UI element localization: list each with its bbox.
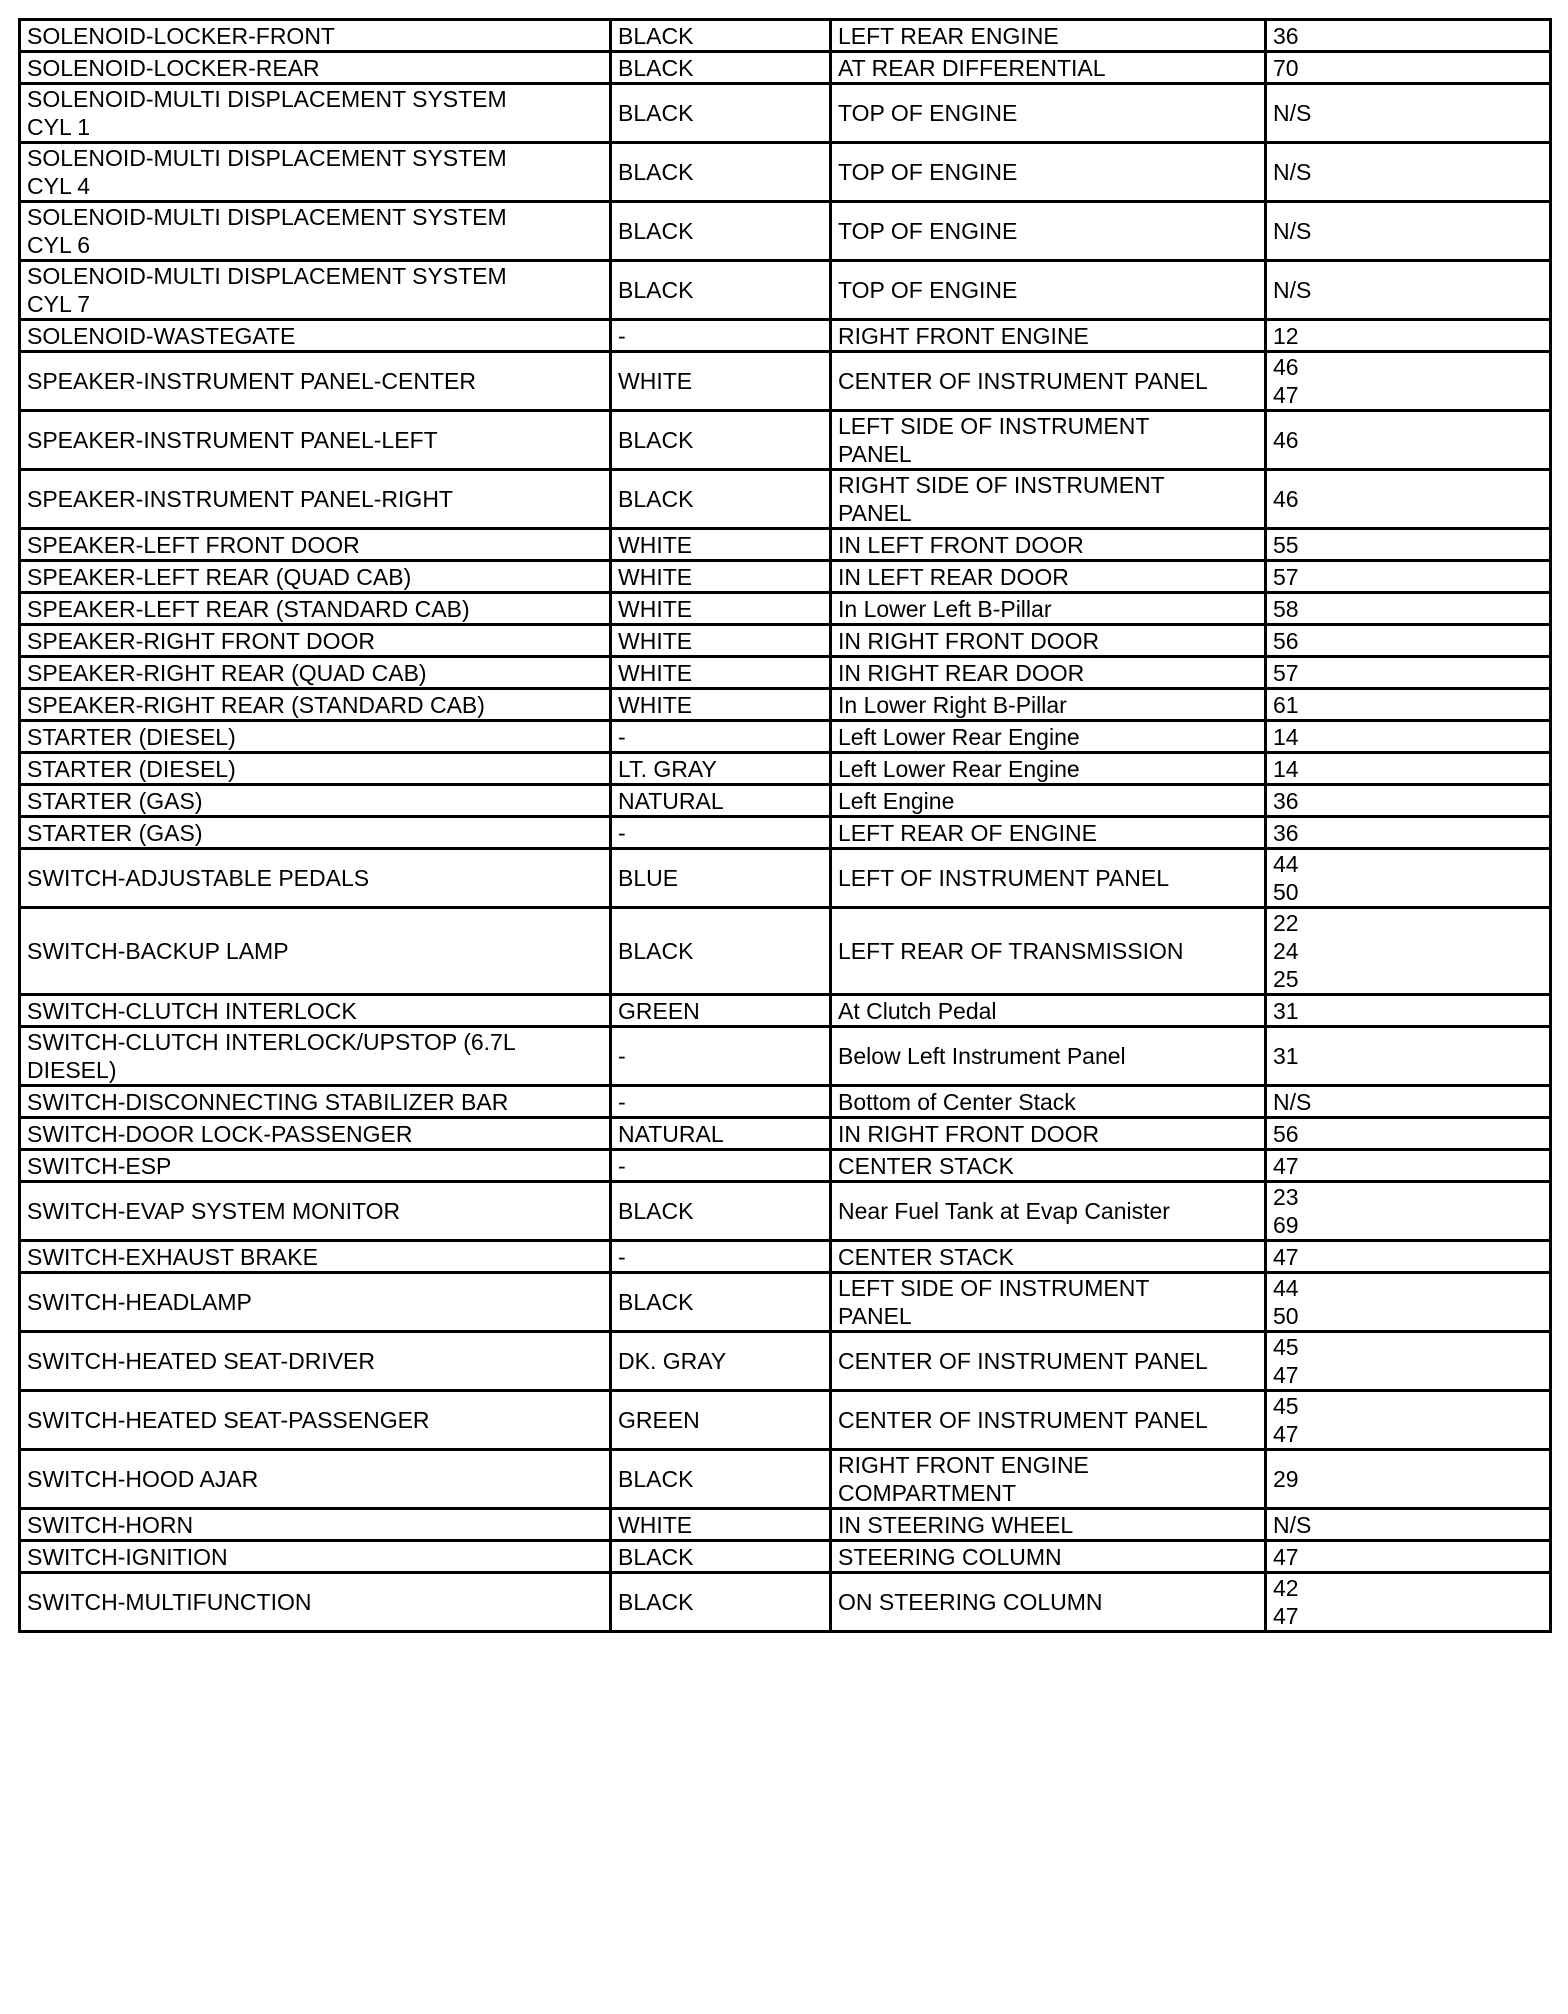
location-cell: IN LEFT FRONT DOOR bbox=[831, 529, 1266, 561]
figure-number-cell: 22 24 25 bbox=[1266, 908, 1551, 995]
component-name-cell: SWITCH-CLUTCH INTERLOCK/UPSTOP (6.7L DIESEL) bbox=[20, 1027, 611, 1086]
connector-color-cell: BLACK bbox=[611, 1450, 831, 1509]
figure-number-cell: 31 bbox=[1266, 1027, 1551, 1086]
component-name-cell: SWITCH-DISCONNECTING STABILIZER BAR bbox=[20, 1086, 611, 1118]
table-row bbox=[20, 84, 1551, 143]
connector-color-cell: - bbox=[611, 320, 831, 352]
table-row bbox=[20, 1509, 1551, 1541]
connector-color-cell: BLACK bbox=[611, 411, 831, 470]
component-name-cell: SWITCH-DOOR LOCK-PASSENGER bbox=[20, 1118, 611, 1150]
location-cell: LEFT REAR OF TRANSMISSION bbox=[831, 908, 1266, 995]
connector-color-cell: WHITE bbox=[611, 529, 831, 561]
connector-color-cell: - bbox=[611, 1150, 831, 1182]
location-cell: IN RIGHT REAR DOOR bbox=[831, 657, 1266, 689]
connector-color-cell: GREEN bbox=[611, 1391, 831, 1450]
table-row bbox=[20, 721, 1551, 753]
location-cell: LEFT REAR ENGINE bbox=[831, 20, 1266, 52]
location-cell: Left Engine bbox=[831, 785, 1266, 817]
component-name-cell: STARTER (DIESEL) bbox=[20, 753, 611, 785]
figure-number-cell: 42 47 bbox=[1266, 1573, 1551, 1632]
table-row bbox=[20, 470, 1551, 529]
component-name-cell: SWITCH-MULTIFUNCTION bbox=[20, 1573, 611, 1632]
component-name-cell: SPEAKER-LEFT FRONT DOOR bbox=[20, 529, 611, 561]
figure-number-cell: 55 bbox=[1266, 529, 1551, 561]
table-row bbox=[20, 352, 1551, 411]
figure-number-cell: 12 bbox=[1266, 320, 1551, 352]
component-name-cell: SOLENOID-MULTI DISPLACEMENT SYSTEM CYL 1 bbox=[20, 84, 611, 143]
location-cell: TOP OF ENGINE bbox=[831, 84, 1266, 143]
table-row bbox=[20, 411, 1551, 470]
component-name-cell: STARTER (DIESEL) bbox=[20, 721, 611, 753]
connector-color-cell: - bbox=[611, 1086, 831, 1118]
component-name-cell: SPEAKER-LEFT REAR (STANDARD CAB) bbox=[20, 593, 611, 625]
figure-number-cell: 29 bbox=[1266, 1450, 1551, 1509]
figure-number-cell: 44 50 bbox=[1266, 1273, 1551, 1332]
location-cell: Left Lower Rear Engine bbox=[831, 721, 1266, 753]
component-name-cell: SWITCH-CLUTCH INTERLOCK bbox=[20, 995, 611, 1027]
table-row bbox=[20, 1182, 1551, 1241]
table-row bbox=[20, 908, 1551, 995]
connector-color-cell: - bbox=[611, 721, 831, 753]
component-name-cell: SPEAKER-LEFT REAR (QUAD CAB) bbox=[20, 561, 611, 593]
connector-color-cell: - bbox=[611, 817, 831, 849]
table-row bbox=[20, 1086, 1551, 1118]
component-name-cell: SWITCH-EXHAUST BRAKE bbox=[20, 1241, 611, 1273]
figure-number-cell: 46 bbox=[1266, 411, 1551, 470]
location-cell: Near Fuel Tank at Evap Canister bbox=[831, 1182, 1266, 1241]
figure-number-cell: 58 bbox=[1266, 593, 1551, 625]
connector-color-cell: BLACK bbox=[611, 1182, 831, 1241]
figure-number-cell: 47 bbox=[1266, 1241, 1551, 1273]
connector-color-cell: GREEN bbox=[611, 995, 831, 1027]
table-row bbox=[20, 593, 1551, 625]
connector-color-cell: - bbox=[611, 1027, 831, 1086]
figure-number-cell: N/S bbox=[1266, 84, 1551, 143]
figure-number-cell: N/S bbox=[1266, 143, 1551, 202]
table-row bbox=[20, 1241, 1551, 1273]
location-cell: At Clutch Pedal bbox=[831, 995, 1266, 1027]
connector-color-cell: BLACK bbox=[611, 20, 831, 52]
table-row bbox=[20, 1118, 1551, 1150]
connector-color-cell: BLACK bbox=[611, 1573, 831, 1632]
connector-color-cell: WHITE bbox=[611, 657, 831, 689]
figure-number-cell: N/S bbox=[1266, 1509, 1551, 1541]
location-cell: IN STEERING WHEEL bbox=[831, 1509, 1266, 1541]
table-row bbox=[20, 1573, 1551, 1632]
table-row bbox=[20, 657, 1551, 689]
component-name-cell: SPEAKER-RIGHT REAR (QUAD CAB) bbox=[20, 657, 611, 689]
component-name-cell: SWITCH-IGNITION bbox=[20, 1541, 611, 1573]
location-cell: RIGHT FRONT ENGINE bbox=[831, 320, 1266, 352]
connector-color-cell: BLACK bbox=[611, 143, 831, 202]
connector-color-cell: BLACK bbox=[611, 261, 831, 320]
figure-number-cell: 44 50 bbox=[1266, 849, 1551, 908]
component-name-cell: SWITCH-HEATED SEAT-DRIVER bbox=[20, 1332, 611, 1391]
component-name-cell: SOLENOID-MULTI DISPLACEMENT SYSTEM CYL 7 bbox=[20, 261, 611, 320]
component-name-cell: SPEAKER-RIGHT REAR (STANDARD CAB) bbox=[20, 689, 611, 721]
figure-number-cell: 56 bbox=[1266, 625, 1551, 657]
connector-color-cell: WHITE bbox=[611, 561, 831, 593]
location-cell: In Lower Left B-Pillar bbox=[831, 593, 1266, 625]
component-name-cell: SWITCH-HEATED SEAT-PASSENGER bbox=[20, 1391, 611, 1450]
location-cell: IN RIGHT FRONT DOOR bbox=[831, 625, 1266, 657]
connector-color-cell: DK. GRAY bbox=[611, 1332, 831, 1391]
figure-number-cell: 46 47 bbox=[1266, 352, 1551, 411]
component-name-cell: SPEAKER-INSTRUMENT PANEL-LEFT bbox=[20, 411, 611, 470]
location-cell: CENTER OF INSTRUMENT PANEL bbox=[831, 352, 1266, 411]
component-name-cell: SWITCH-EVAP SYSTEM MONITOR bbox=[20, 1182, 611, 1241]
connector-color-cell: - bbox=[611, 1241, 831, 1273]
figure-number-cell: 36 bbox=[1266, 785, 1551, 817]
figure-number-cell: 70 bbox=[1266, 52, 1551, 84]
table-row bbox=[20, 1027, 1551, 1086]
connector-color-cell: BLACK bbox=[611, 52, 831, 84]
table-row bbox=[20, 625, 1551, 657]
table-row bbox=[20, 320, 1551, 352]
location-cell: TOP OF ENGINE bbox=[831, 143, 1266, 202]
location-cell: Below Left Instrument Panel bbox=[831, 1027, 1266, 1086]
table-row bbox=[20, 561, 1551, 593]
table-row bbox=[20, 202, 1551, 261]
table-row bbox=[20, 1541, 1551, 1573]
connector-color-cell: BLUE bbox=[611, 849, 831, 908]
table-row bbox=[20, 143, 1551, 202]
connector-color-cell: BLACK bbox=[611, 908, 831, 995]
table-body bbox=[20, 20, 1551, 1632]
connector-color-cell: BLACK bbox=[611, 1541, 831, 1573]
table-row bbox=[20, 995, 1551, 1027]
connector-color-cell: WHITE bbox=[611, 689, 831, 721]
connector-color-cell: BLACK bbox=[611, 202, 831, 261]
table-row bbox=[20, 753, 1551, 785]
figure-number-cell: 14 bbox=[1266, 753, 1551, 785]
figure-number-cell: N/S bbox=[1266, 202, 1551, 261]
location-cell: TOP OF ENGINE bbox=[831, 202, 1266, 261]
location-cell: TOP OF ENGINE bbox=[831, 261, 1266, 320]
table-row bbox=[20, 261, 1551, 320]
location-cell: LEFT OF INSTRUMENT PANEL bbox=[831, 849, 1266, 908]
location-cell: LEFT REAR OF ENGINE bbox=[831, 817, 1266, 849]
location-cell: CENTER STACK bbox=[831, 1241, 1266, 1273]
component-name-cell: SOLENOID-MULTI DISPLACEMENT SYSTEM CYL 4 bbox=[20, 143, 611, 202]
component-name-cell: SWITCH-HEADLAMP bbox=[20, 1273, 611, 1332]
component-name-cell: SWITCH-ADJUSTABLE PEDALS bbox=[20, 849, 611, 908]
component-name-cell: STARTER (GAS) bbox=[20, 785, 611, 817]
figure-number-cell: 46 bbox=[1266, 470, 1551, 529]
connector-color-cell: NATURAL bbox=[611, 785, 831, 817]
location-cell: IN RIGHT FRONT DOOR bbox=[831, 1118, 1266, 1150]
connector-color-cell: WHITE bbox=[611, 625, 831, 657]
figure-number-cell: N/S bbox=[1266, 1086, 1551, 1118]
location-cell: LEFT SIDE OF INSTRUMENT PANEL bbox=[831, 411, 1266, 470]
figure-number-cell: 45 47 bbox=[1266, 1332, 1551, 1391]
location-cell: LEFT SIDE OF INSTRUMENT PANEL bbox=[831, 1273, 1266, 1332]
location-cell: ON STEERING COLUMN bbox=[831, 1573, 1266, 1632]
location-cell: RIGHT SIDE OF INSTRUMENT PANEL bbox=[831, 470, 1266, 529]
figure-number-cell: 47 bbox=[1266, 1541, 1551, 1573]
location-cell: STEERING COLUMN bbox=[831, 1541, 1266, 1573]
connector-location-table bbox=[18, 18, 1552, 1633]
table-row bbox=[20, 689, 1551, 721]
connector-color-cell: BLACK bbox=[611, 470, 831, 529]
figure-number-cell: 23 69 bbox=[1266, 1182, 1551, 1241]
component-name-cell: SWITCH-ESP bbox=[20, 1150, 611, 1182]
figure-number-cell: 45 47 bbox=[1266, 1391, 1551, 1450]
figure-number-cell: 47 bbox=[1266, 1150, 1551, 1182]
location-cell: Left Lower Rear Engine bbox=[831, 753, 1266, 785]
figure-number-cell: 14 bbox=[1266, 721, 1551, 753]
figure-number-cell: 56 bbox=[1266, 1118, 1551, 1150]
connector-color-cell: WHITE bbox=[611, 593, 831, 625]
table-row bbox=[20, 1391, 1551, 1450]
component-name-cell: SWITCH-HOOD AJAR bbox=[20, 1450, 611, 1509]
table-row bbox=[20, 52, 1551, 84]
connector-color-cell: BLACK bbox=[611, 84, 831, 143]
location-cell: CENTER STACK bbox=[831, 1150, 1266, 1182]
connector-color-cell: LT. GRAY bbox=[611, 753, 831, 785]
connector-color-cell: WHITE bbox=[611, 1509, 831, 1541]
table-row bbox=[20, 849, 1551, 908]
location-cell: AT REAR DIFFERENTIAL bbox=[831, 52, 1266, 84]
connector-color-cell: BLACK bbox=[611, 1273, 831, 1332]
table-row bbox=[20, 20, 1551, 52]
location-cell: CENTER OF INSTRUMENT PANEL bbox=[831, 1391, 1266, 1450]
location-cell: Bottom of Center Stack bbox=[831, 1086, 1266, 1118]
component-name-cell: SOLENOID-WASTEGATE bbox=[20, 320, 611, 352]
location-cell: In Lower Right B-Pillar bbox=[831, 689, 1266, 721]
connector-color-cell: NATURAL bbox=[611, 1118, 831, 1150]
figure-number-cell: 31 bbox=[1266, 995, 1551, 1027]
component-name-cell: SPEAKER-RIGHT FRONT DOOR bbox=[20, 625, 611, 657]
component-name-cell: SPEAKER-INSTRUMENT PANEL-RIGHT bbox=[20, 470, 611, 529]
figure-number-cell: 36 bbox=[1266, 817, 1551, 849]
table-row bbox=[20, 1273, 1551, 1332]
table-row bbox=[20, 1150, 1551, 1182]
component-name-cell: SWITCH-BACKUP LAMP bbox=[20, 908, 611, 995]
table-row bbox=[20, 1332, 1551, 1391]
component-name-cell: SPEAKER-INSTRUMENT PANEL-CENTER bbox=[20, 352, 611, 411]
figure-number-cell: 36 bbox=[1266, 20, 1551, 52]
figure-number-cell: N/S bbox=[1266, 261, 1551, 320]
figure-number-cell: 57 bbox=[1266, 657, 1551, 689]
component-name-cell: SWITCH-HORN bbox=[20, 1509, 611, 1541]
figure-number-cell: 61 bbox=[1266, 689, 1551, 721]
figure-number-cell: 57 bbox=[1266, 561, 1551, 593]
location-cell: IN LEFT REAR DOOR bbox=[831, 561, 1266, 593]
table-row bbox=[20, 1450, 1551, 1509]
connector-color-cell: WHITE bbox=[611, 352, 831, 411]
component-name-cell: SOLENOID-LOCKER-FRONT bbox=[20, 20, 611, 52]
location-cell: RIGHT FRONT ENGINE COMPARTMENT bbox=[831, 1450, 1266, 1509]
table-row bbox=[20, 785, 1551, 817]
table-row bbox=[20, 529, 1551, 561]
component-name-cell: SOLENOID-MULTI DISPLACEMENT SYSTEM CYL 6 bbox=[20, 202, 611, 261]
component-name-cell: SOLENOID-LOCKER-REAR bbox=[20, 52, 611, 84]
table-row bbox=[20, 817, 1551, 849]
location-cell: CENTER OF INSTRUMENT PANEL bbox=[831, 1332, 1266, 1391]
component-name-cell: STARTER (GAS) bbox=[20, 817, 611, 849]
